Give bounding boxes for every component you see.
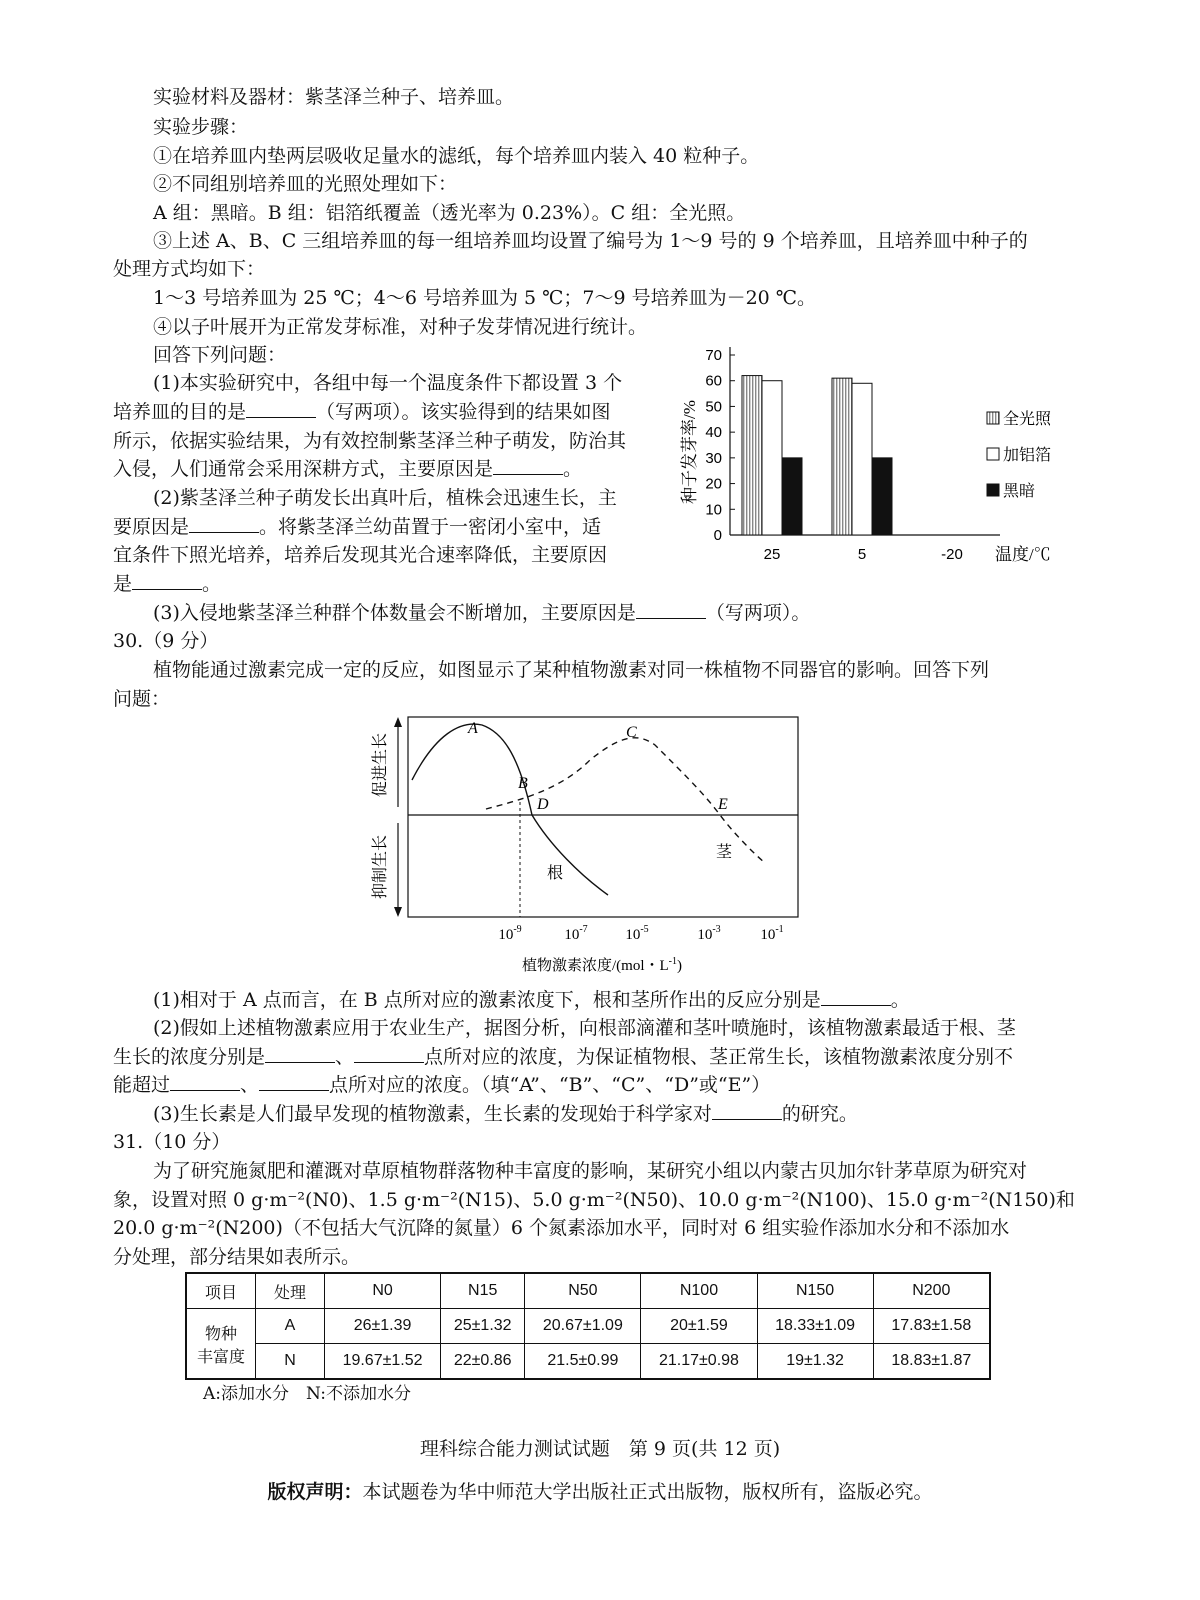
q29-1-line-b: 培养皿的目的是 （写两项）。该实验得到的结果如图	[113, 401, 611, 423]
x-tick-label: 5	[857, 546, 867, 563]
promote-arrowhead	[394, 717, 402, 727]
q30-intro-b: 问题：	[113, 688, 171, 710]
x-axis-label: 温度/℃	[995, 545, 1051, 564]
section-31-title: 31.（10 分）	[113, 1131, 231, 1153]
germination-bar-chart	[665, 340, 1085, 570]
table-header-cell: N50	[525, 1273, 641, 1309]
legend-swatch	[987, 448, 999, 460]
q30-3: (3)生长素是人们最早发现的植物激素，生长素的发现始于科学家对 的研究。	[153, 1103, 858, 1125]
q29-2-line-b: 要原因是 。将紫茎泽兰幼苗置于一密闭小室中，适	[113, 516, 602, 538]
step-3-temps: 1～3 号培养皿为 25 ℃；4～6 号培养皿为 5 ℃；7～9 号培养皿为－20 ℃。	[153, 287, 817, 309]
q29-2-line-d: 是 。	[113, 573, 222, 595]
promote-label: 促进生长	[372, 732, 389, 798]
y-tick-label: 30	[705, 449, 722, 467]
step-3-cont: 处理方式均如下：	[113, 258, 266, 280]
x-tick-label: $10^{-1}$	[760, 924, 784, 943]
table-cell: 17.83±1.58	[873, 1309, 990, 1344]
steps-heading: 实验步骤：	[153, 116, 249, 138]
q30-intro-a: 植物能通过激素完成一定的反应，如图显示了某种植物激素对同一株植物不同器官的影响。回答下列	[153, 659, 990, 681]
treatment-cell: A	[256, 1309, 325, 1344]
root-curve	[412, 724, 608, 895]
x-tick-label: 25	[763, 546, 781, 563]
richness-table	[185, 1272, 991, 1380]
x-axis-label: 植物激素浓度/(mol・$L^{-1}$)	[521, 956, 683, 974]
y-tick-label: 50	[705, 398, 722, 416]
table-header-cell: N15	[441, 1273, 525, 1309]
point-c-label: C	[626, 724, 637, 741]
section-30-title: 30.（9 分）	[113, 630, 219, 652]
y-axis-label: 种子发芽率/%	[680, 400, 699, 504]
point-a-label: A	[468, 720, 478, 737]
q30-2-line-b: 生长的浓度分别是 、 点所对应的浓度，为保证植物根、茎正常生长，该植物激素浓度分别不	[113, 1046, 1014, 1068]
table-cell: 19±1.32	[757, 1344, 873, 1380]
legend-label: 加铝箔	[1003, 447, 1052, 464]
table-cell: 18.33±1.09	[757, 1309, 873, 1344]
table-cell: 26±1.39	[325, 1309, 441, 1344]
bar	[762, 381, 782, 535]
q29-1-line-d: 入侵，人们通常会采用深耕方式，主要原因是 。	[113, 458, 583, 480]
legend-swatch	[987, 484, 999, 496]
table-note: A:添加水分 N:不添加水分	[203, 1384, 412, 1404]
q31-intro-a: 为了研究施氮肥和灌溉对草原植物群落物种丰富度的影响，某研究小组以内蒙古贝加尔针茅草原为研究对	[153, 1160, 1028, 1182]
table-cell: 21.17±0.98	[641, 1344, 757, 1380]
x-tick-label: $10^{-7}$	[564, 924, 588, 943]
inhibit-arrowhead	[394, 907, 402, 917]
q29-3-line: (3)入侵地紫茎泽兰种群个体数量会不断增加，主要原因是 （写两项）。	[153, 602, 811, 624]
q29-1-line-a: (1)本实验研究中，各组中每一个温度条件下都设置 3 个	[153, 372, 623, 394]
item-cell: 物种 丰富度	[186, 1309, 256, 1380]
bar	[782, 458, 802, 535]
table-cell: 22±0.86	[441, 1344, 525, 1380]
y-tick-label: 70	[705, 347, 722, 364]
step-2-groups: A 组：黑暗。B 组：铝箔纸覆盖（透光率为 0.23%）。C 组：全光照。	[153, 202, 746, 224]
step-2: ②不同组别培养皿的光照处理如下：	[153, 173, 458, 195]
legend-label: 黑暗	[1003, 483, 1036, 500]
legend-label: 全光照	[1003, 411, 1052, 428]
table-header-cell: N150	[757, 1273, 873, 1309]
table-cell: 19.67±1.52	[325, 1344, 441, 1380]
table-cell: 21.5±0.99	[525, 1344, 641, 1380]
q29-2-line-c: 宜条件下照光培养，培养后发现其光合速率降低，主要原因	[113, 544, 608, 566]
q30-2-line-c: 能超过 、 点所对应的浓度。（填“A”、“B”、“C”、“D”或“E”）	[113, 1074, 771, 1096]
page-footer: 理科综合能力测试试题 第 9 页(共 12 页)	[419, 1438, 781, 1460]
table-header-cell: 项目	[186, 1273, 256, 1309]
q30-1: (1)相对于 A 点而言，在 B 点所对应的激素浓度下，根和茎所作出的反应分别是 。	[153, 989, 910, 1011]
step-3: ③上述 A、B、C 三组培养皿的每一组培养皿均设置了编号为 1～9 号的 9 个培养皿，且培养皿中种子的	[153, 230, 1028, 252]
q29-2-line-a: (2)紫茎泽兰种子萌发长出真叶后，植株会迅速生长，主	[153, 487, 617, 509]
q31-intro-c: 20.0 g·m⁻²(N200)（不包括大气沉降的氮量）6 个氮素添加水平，同时对 6 组实验作添加水分和不添加水	[113, 1217, 1010, 1239]
x-tick-label: -20	[941, 546, 963, 563]
table-header-cell: N100	[641, 1273, 757, 1309]
point-b-label: B	[518, 775, 528, 792]
y-tick-label: 20	[705, 475, 722, 493]
plot-frame	[408, 717, 798, 917]
table-row	[186, 1344, 990, 1380]
table-header-cell: 处理	[256, 1273, 325, 1309]
root-label: 根	[547, 865, 564, 882]
point-d-label: D	[537, 796, 549, 813]
y-tick-label: 10	[705, 501, 722, 519]
x-tick-label: $10^{-5}$	[625, 924, 649, 943]
q31-intro-b: 象，设置对照 0 g·m⁻²(N0)、1.5 g·m⁻²(N15)、5.0 g·m⁻²(N50)、10.0 g·m⁻²(N100)、15.0 g·m⁻²(N150)和	[113, 1189, 1075, 1211]
bar	[872, 458, 892, 535]
table-cell: 20.67±1.09	[525, 1309, 641, 1344]
table-header-cell: N0	[325, 1273, 441, 1309]
answer-heading: 回答下列问题：	[153, 344, 287, 366]
legend-swatch	[987, 412, 999, 424]
point-e-label: E	[718, 796, 728, 813]
treatment-cell: N	[256, 1344, 325, 1380]
x-tick-label: $10^{-3}$	[697, 924, 721, 943]
table-header-row	[186, 1273, 990, 1309]
q29-1-line-c: 所示，依据实验结果，为有效控制紫茎泽兰种子萌发，防治其	[113, 430, 627, 452]
stem-label: 茎	[716, 844, 733, 861]
copyright-line: 版权声明：本试题卷为华中师范大学出版社正式出版物，版权所有，盗版必究。	[267, 1481, 933, 1503]
table-cell: 18.83±1.87	[873, 1344, 990, 1380]
y-tick-label: 60	[705, 372, 722, 390]
step-4: ④以子叶展开为正常发芽标准，对种子发芽情况进行统计。	[153, 316, 648, 338]
table-cell: 20±1.59	[641, 1309, 757, 1344]
y-tick-label: 40	[705, 424, 722, 442]
table-row	[186, 1309, 990, 1344]
x-tick-label: $10^{-9}$	[498, 924, 522, 943]
bar	[742, 376, 762, 535]
table-header-cell: N200	[873, 1273, 990, 1309]
y-tick-label: 0	[713, 527, 722, 544]
bar	[832, 378, 852, 535]
step-1: ①在培养皿内垫两层吸收足量水的滤纸，每个培养皿内装入 40 粒种子。	[153, 145, 760, 167]
q30-2-line-a: (2)假如上述植物激素应用于农业生产，据图分析，向根部滴灌和茎叶喷施时，该植物激素最适于根、茎	[153, 1017, 1016, 1039]
inhibit-label: 抑制生长	[372, 834, 389, 900]
materials-line: 实验材料及器材：紫茎泽兰种子、培养皿。	[153, 86, 515, 108]
q31-intro-d: 分处理，部分结果如表所示。	[113, 1246, 361, 1268]
hormone-curve-chart	[360, 715, 820, 980]
table-cell: 25±1.32	[441, 1309, 525, 1344]
bar	[852, 383, 872, 535]
